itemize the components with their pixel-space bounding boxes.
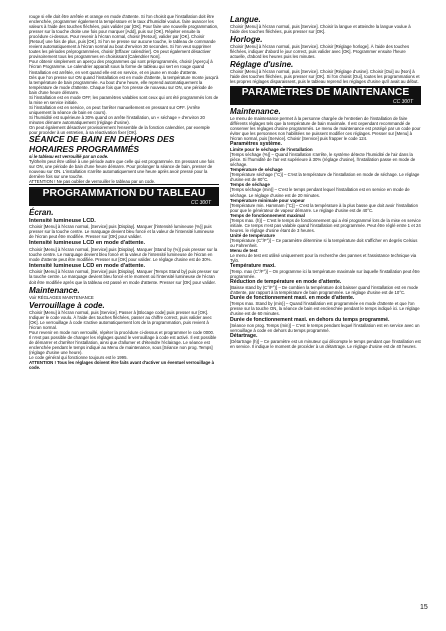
paragraph: Le menu de test est utilisé uniquement pour la recherche des pannes et l'assistance technique via Tylö.: [230, 253, 417, 264]
banner-code: CC 300T: [190, 199, 211, 206]
subheading: Intensité lumineuse LCD en mode d'attente.: [29, 240, 146, 247]
paragraph: Si l'installation est en mode OFF, les paramètres valables sont ceux qui ont été programmés lors de la mise en service initiale.: [29, 94, 219, 105]
paragraph: Si l'installation est en service, on peut l'arrêter manuellement en pressant sur OFF. (Arrête uniquement la séance de bain en cours).: [29, 104, 200, 115]
right-column: [230, 14, 421, 349]
paragraph: Pour obtenir simplement un aperçu des programmes qui sont préprogrammés, choisir [Aperçu] à l'écran Programme. Le calendrier apparaît sous la forme de tableau qui sert en rouge quand l'installation est arrêtée, en vert quand elle est en service, et en jaune en mode d'attente.: [29, 59, 213, 75]
section-heading: Horloge.: [230, 35, 263, 45]
parameter-description: [Temps séchage (%)] – Quand l'installation s'arrête, le système détecte l'humidité de l'air dans la pièce. Si l'humidité de l'air est supérieure à 30% (réglage d'usine), l'installation passe en mode de séchage.: [230, 152, 416, 168]
paragraph: Pour revenir en mode non verrouillé, répéter la procédure ci-dessus et programmer le code 0000.: [29, 329, 215, 335]
subheading: Intensité lumineuse LCD.: [29, 217, 96, 224]
paragraph: Dès que l'on presse sur ON quand l'installation est en mode d'attente, la température monte jusqu'à la température de bain programmée. Au bout d'une heure, elle reprend automatiquement la température de mode d'attente. Chaque fois que l'on presse de nouveau sur ON, une période de bain d'une heure démarre.: [29, 74, 219, 95]
paragraph: Voir RÉGLAGES MAINTENANCE: [29, 294, 94, 300]
parameter-heading: Durée de fonctionnement maxi. en dehors du temps programmé.: [230, 316, 390, 323]
paragraph: On peut également désactiver provisoirement l'ensemble de la fonction calendrier, par exemple pour procéder à un entretien, à sa réactivation fixer [OK].: [29, 125, 210, 136]
note: si le tableau est verrouillé par un code.: [29, 154, 109, 160]
parameter-description: [Température (C°/F°)] – Ce paramètre détermine si la température doit s'afficher en degrés Celsius ou Fahrenheit.: [230, 237, 418, 248]
paragraph: Choisir [Menu] à l'écran normal, puis [Service]. Choisir [Réglage d'usine]. Choisir [Oui] ou [Non] à l'aide des touches fléchées, puis presser sur [OK]. Si l'on choisit [Oui], toutes les programmations et les propres réglages disparaissent, puis le tableau reprend les réglages d'usine qu'il avait au début.: [230, 69, 420, 85]
banner-title: PARAMÈTRES DE MAINTENANCE: [241, 87, 410, 99]
section-heading: Maintenance.: [29, 285, 80, 295]
paragraph: Choisir [Menu] à l'écran normal, puis [Service]. Choisir la langue et atteindre la langue voulue à l'aide des touches fléchées, puis presser sur [OK].: [230, 24, 411, 35]
parameter-description: [Température min. Hammam (°C)] – C'est la température à la plus basse que doit avoir l'installation pour que le générateur de vapeur démarre. Le réglage d'usine est de 40°C.: [230, 202, 418, 213]
parameter-heading: Temps de séchage: [230, 182, 270, 188]
parameter-description: [Temp. max (C°/F°)] – On programme ici la température maximale sur laquelle l'installation peut être programmée.: [230, 269, 420, 280]
parameter-description: [Temps max. (h)] – C'est le temps de fonctionnement qui a été programmé lors de la mise en service initiale. Ce temps n'est pas valable quand l'installation est programmée. Peut être réglé entre 1 et 24 heures. le réglage d'usine étant de 3 heures.: [230, 217, 421, 233]
parameter-heading: Température minimale pour vapeur: [230, 197, 305, 203]
section-heading: Réglage d'usine.: [230, 60, 294, 70]
paragraph: Choisir [Menu] à l'écran normal, [Service] puis [Display]. Marquer [l'intensité lumineuse (%)] puis presser sur la touche centre. Le marquage devient bleu foncé et la valeur de l'intensité lumineuse de l'écran peut être modifiée. Presser sur [OK] pour valider.: [29, 224, 214, 240]
parameter-heading: Réduction de température en mode d'attente.: [230, 279, 342, 286]
parameter-description: [Séance non prog. Temps (min)] – C'est le temps pendant lequel l'installation est en service avec un verrouillage à code en dehors du temps programmé.: [230, 322, 420, 333]
section-heading: Verrouillage à code.: [29, 300, 105, 310]
banner-code: CC 300T: [392, 98, 413, 105]
parameter-heading: Détartrage.: [230, 332, 258, 339]
paragraph: Le menu de maintenance permet à la personne chargée de l'entretien de l'installation de faire différents réglages tels que la température de bain maximale. Il est cependant recommandé de conserver les réglages d'usine programmés. Le menu de maintenance est protégé par un code pour éviter que les personnes non habilitées ne puissent modifier ces réglages. Presser sur [Menu] à l'écran normal, puis [Service]. Choisir [Service] puis frapper le code 124.: [230, 115, 421, 142]
parameter-description: [Détartrage (h)] – Ce paramètre est un minuteur qui décompte le temps pendant que l'installation est en service. Il indique le moment de procéder à un détartrage. Le réglage d'usine est de 40 heures.: [230, 338, 421, 349]
section-heading: Écran.: [29, 207, 54, 217]
paragraph: rouge si elle doit être arrêtée et orange en mode d'attente. Si l'on choisit que l'installation doit être enclenchée, programmer également la température et le taux d'humidité voulus. faire avancer les valeurs à l'aide des touches fléchées, puis valider par [OK]. Pour faire une nouvelle programmation, presser sur la touche droite une fois pour marquer [Add], puis sur [OK]. Répéter ensuite la procédure ci-dessus. Pour revenir à l'écran normal, choisir [Retour], valider par [OK]. Choisir [Retour] une fois de plus, puis [OK]. Si l'on ne presse sur aucune touche, le tableau de commande revient automatiquement à l'écran normal au bout d'environ 30 secondes. Si l'on veut supprimer toutes les périodes préprogrammées, choisir [Effacer calendrier]. On peut également désactiver provisoirement tous les programmes en choisissant [Calendrier Non].: [29, 14, 219, 60]
section-heading: SÉANCE DE BAIN EN DEHORS DES HORAIRES PROGRAMMÉS: [29, 134, 175, 154]
left-column: [29, 14, 219, 370]
section-banner: [29, 187, 219, 206]
paragraph: Si l'humidité est supérieure à 30% quand on arrête l'installation, un « séchage » d'environ 20 minutes démarre automatiquement (réglage d'usine).: [29, 114, 205, 125]
parameter-description: [Temps max. Stand by (min)] – Quand l'installation est programmée en mode d'attente et que l'on presse sur la touche ON, la séance de bain est enclenchée pendant le temps indiqué ici. Le réglage d'usine est de 60 minutes.: [230, 301, 420, 317]
parameter-description: [Baisse stand by (C°/F°)] – De combien la température doit baisser quand l'installation est en mode d'attente, par rapport à la température de bain programmée. Le réglage d'usine est de 10°C.: [230, 285, 419, 296]
page-number: 15: [420, 604, 428, 611]
parameter-heading: Durée de fonctionnement maxi. en mode d'attente.: [230, 295, 355, 302]
paragraph: Le code général qui fonctionne toujours est le 1995.: [29, 355, 128, 361]
section-heading: Maintenance.: [230, 106, 281, 116]
parameter-heading: Unité de température: [230, 232, 276, 238]
section-banner: [230, 86, 421, 105]
parameter-heading: Température de séchage: [230, 167, 283, 173]
parameter-description: [Temps séchage (min)] – C'est le temps pendant lequel l'installation est en service en mode de séchage. Le réglage d'usine est de 20 minutes.: [230, 187, 410, 198]
paragraph: Choisir [Menu] à l'écran normal, puis [Service]. Choisir [Réglage horloge]. À l'aide des touches fléchées, indiquer d'abord le jour correct, puis valider avec [OK]. Programmer ensuite l'heure actuelle, d'abord les heures puis les minutes.: [230, 44, 410, 60]
banner-title: PROGRAMMATION DU TABLEAU: [42, 188, 206, 200]
paragraph: Il n'est pas possible de changer les réglages quand le verrouillage à code est activé. Il est possible de démarrer et d'arrêter l'installation, ainsi que d'allumer et d'éteindre l'éclairage. Le séance est enclenchée pendant le temps indiqué au Menu de maintenance, sous [Séance non prog. Temps] (réglage d'usine une heure).: [29, 334, 217, 355]
parameter-heading: Température maxi.: [230, 263, 276, 270]
paragraph: Tylöhelm peut être utilisé à une période autre que celle qui est programmée. En pressant une fois sur ON, une période de bain d'une heure démarre. Pour prolonger la séance de bain, presser de nouveau sur ON. L'installation s'arrête automatiquement une heure après avoir pressé pour la dernière fois sur une touche.: [29, 159, 215, 180]
paragraph: Choisir [Menu] à l'écran normal, [Service] puis [Display]. Marquer [Temps Stand by] puis presser sur la touche centre. Le marquage devient bleu foncé et le moment où l'intensité lumineuse de l'écran doit être modifiée après que la tableau est passé en mode d'attente. Presser sur [OK] pour valider.: [29, 269, 219, 285]
parameter-heading: Limite pour le séchage de l'installation: [230, 147, 313, 153]
paragraph: Choisir [Menu] à l'écran normal, [Service] puis [Display]. Marquer [Stand by (%)] puis presser sur la touche centre. Le marquage devient bleu foncé et la valeur de l'intensité lumineuse de l'écran en mode d'attente peut être modifiée. Presser sur [OK] pour valider. Le réglage d'usine est de 30%.: [29, 246, 218, 262]
warning-note: ATTENTION ! Tous les réglages doivent être faits avant d'activer un éventuel verrouillage à code.: [29, 360, 214, 371]
subheading: Intensité lumineuse LCD en mode d'attente.: [29, 263, 146, 269]
parameter-description: [Température séchage (°C)] – C'est la température de l'installation en mode de séchage. Le réglage d'usine est de 80°C.: [230, 172, 420, 183]
parameter-heading: Menu de test: [230, 248, 258, 254]
warning-note: ATTENTION ! Ne pas oublier de verrouiller le tableau par un code.: [29, 179, 219, 185]
parameter-heading: Temps de fonctionnement maximal: [230, 212, 305, 218]
paragraph: Choisir [Menu] à l'écran normal, puis [Service]. Passer à [Blocage code] puis presser sur [OK]. Indiquer le code voulu. À l'aide des touches fléchées, passer au chiffre correct, puis valider avec [OK]. Le verrouillage à code s'active automatiquement lors de la programmation, puis revient à l'écran normal.: [29, 309, 212, 330]
section-heading: Langue.: [230, 15, 261, 24]
parameter-heading: Paramètres système.: [230, 141, 282, 148]
